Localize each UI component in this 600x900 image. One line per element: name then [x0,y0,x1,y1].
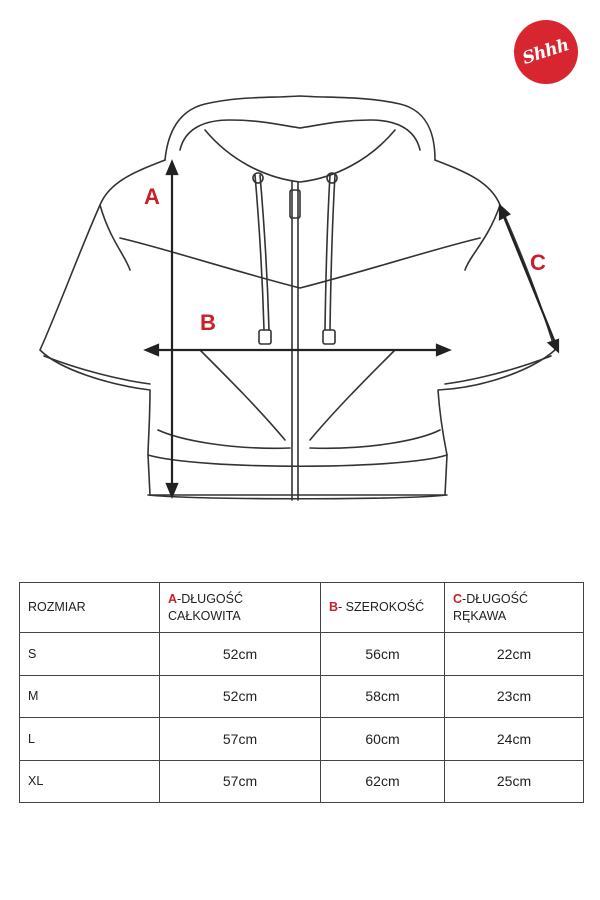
measure-arrow-c [502,212,556,345]
size-cell: L [20,718,160,761]
width-cell: 56cm [321,633,445,676]
header-size: ROZMIAR [20,583,160,633]
size-cell: M [20,675,160,718]
header-sleeve-length: C-DŁUGOŚĆ RĘKAWA [445,583,584,633]
table-row [20,760,584,803]
sleeve-length-cell: 23cm [445,675,584,718]
table-row [20,633,584,676]
measure-label-b: B [200,310,216,335]
total-length-cell: 52cm [160,633,321,676]
width-cell: 58cm [321,675,445,718]
header-total-length: A-DŁUGOŚĆ CAŁKOWITA [160,583,321,633]
total-length-cell: 57cm [160,760,321,803]
width-cell: 62cm [321,760,445,803]
sleeve-length-cell: 24cm [445,718,584,761]
size-cell: S [20,633,160,676]
measure-label-a: A [144,184,160,209]
total-length-cell: 52cm [160,675,321,718]
zipper [292,182,298,500]
size-cell: XL [20,760,160,803]
drawstring-right [325,175,330,330]
table-header-row [20,583,584,633]
size-table [19,582,584,803]
header-width: B- SZEROKOŚĆ [321,583,445,633]
table-row [20,718,584,761]
width-cell: 60cm [321,718,445,761]
hood-opening [180,120,420,150]
sleeve-length-cell: 25cm [445,760,584,803]
sleeve-length-cell: 22cm [445,633,584,676]
total-length-cell: 57cm [160,718,321,761]
measure-label-c: C [530,250,546,275]
brand-logo-text: Shhh [520,35,572,69]
table-row [20,675,584,718]
